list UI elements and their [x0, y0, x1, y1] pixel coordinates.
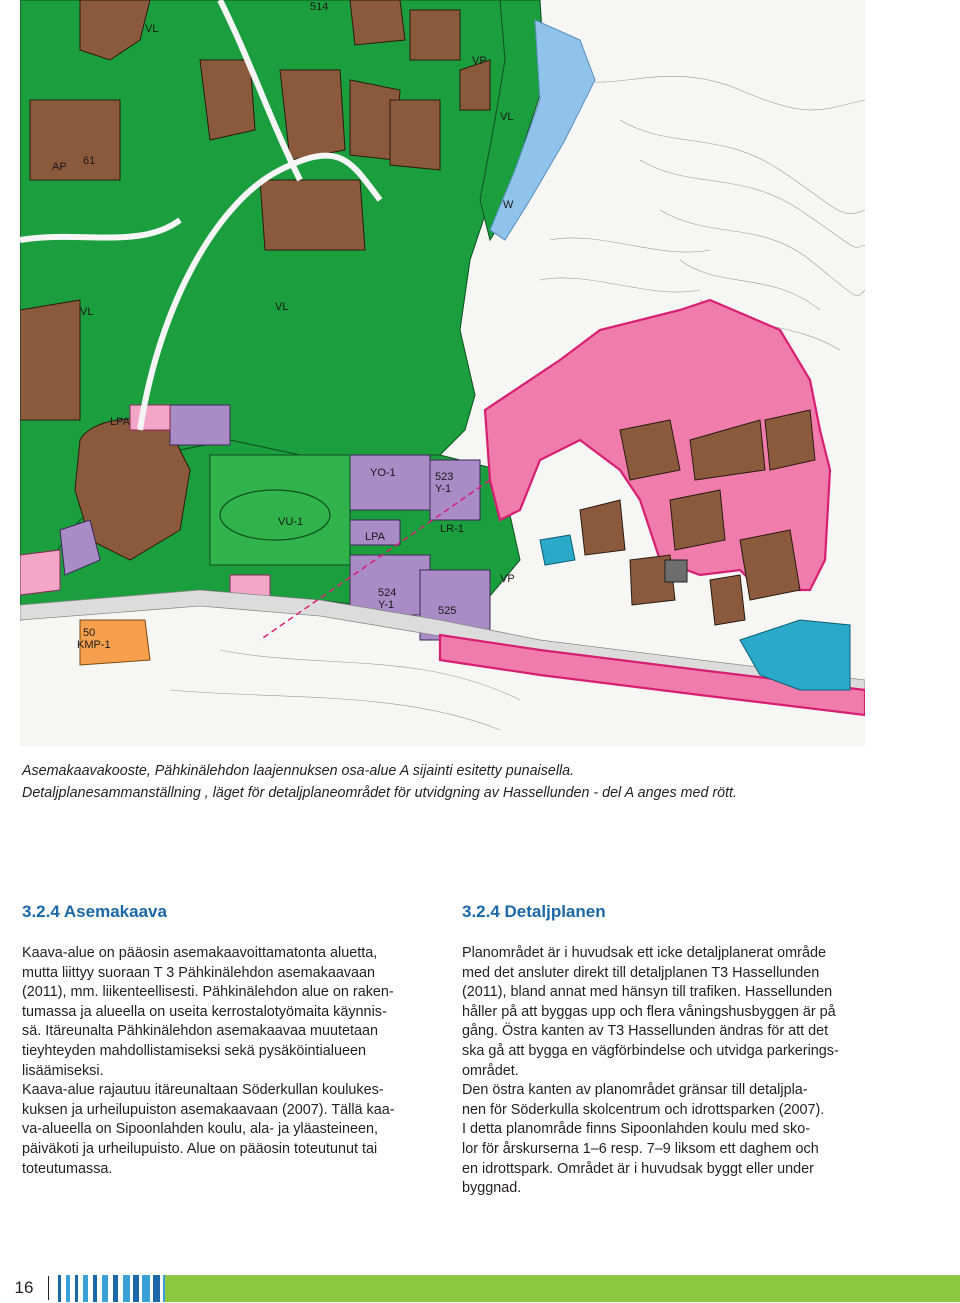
section-asemakaava — [22, 900, 442, 1179]
footer-green-bar — [165, 1275, 960, 1302]
heading-detaljplanen: 3.2.4 Detaljplanen — [462, 902, 606, 921]
text-line: I detta planområde finns Sipoonlahden koulu med sko- — [462, 1121, 810, 1138]
section-detaljplanen — [462, 900, 882, 1199]
text-line: Planområdet är i huvudsak ett icke detaljplanerat område — [462, 945, 826, 961]
label-524: 524 — [378, 587, 397, 599]
text-line: (2011), bland annat med hänsyn till trafiken. Hassellunden — [462, 984, 833, 1001]
label-514: 514 — [310, 1, 329, 13]
text-line: tumassa ja alueella on useita kerrostalotyömaita käynnis- — [22, 1003, 387, 1020]
text-line: lor för årskurserna 1–6 resp. 7–9 liksom ett daghem och — [462, 1140, 819, 1157]
roundabout — [665, 560, 687, 582]
text-line: mutta liittyy suoraan T 3 Pähkinälehdon asemakaavaan — [22, 964, 376, 981]
page-number: 16 — [14, 1278, 34, 1297]
footer-stripe — [113, 1275, 118, 1302]
footer-stripe — [102, 1275, 108, 1302]
label-61: 61 — [83, 155, 96, 167]
text-line: sä. Itäreunalta Pähkinälehdon asemakaavaa muutetaan — [22, 1023, 379, 1040]
footer-stripe — [142, 1275, 150, 1302]
label-50: 50 — [83, 627, 96, 639]
footer-stripe — [153, 1275, 160, 1302]
page-number-divider — [48, 1276, 49, 1300]
label-525: 525 — [438, 605, 457, 617]
label-vu1: VU-1 — [278, 516, 304, 528]
label-y1-a: Y-1 — [435, 483, 452, 495]
label-lr1: LR-1 — [440, 523, 464, 535]
footer-stripe — [58, 1275, 61, 1302]
text-line: kuksen ja urheilupuiston asemakaavaan (2007). Tällä kaa- — [22, 1101, 395, 1118]
text-line: nen för Söderkulla skolcentrum och idrottsparken (2007). — [462, 1101, 825, 1118]
text-line: håller på att byggas upp och flera våningshusbyggen är på — [462, 1003, 836, 1020]
map-caption — [22, 760, 902, 804]
text-line: Kaava-alue on pääosin asemakaavoittamatonta aluetta, — [22, 945, 378, 961]
caption-line-sv: Detaljplanesammanställning , läget för detaljplaneområdet för utvidgning av Hassellunden - del A anges med rött. — [22, 785, 737, 801]
text-line: Kaava-alue rajautuu itäreunaltaan Söderkullan koulukes- — [22, 1082, 384, 1099]
text-line: lisäämiseksi. — [22, 1062, 104, 1079]
label-vl-4: VL — [500, 111, 514, 123]
footer-stripe — [83, 1275, 88, 1302]
footer-stripe — [93, 1275, 97, 1302]
text-line: ska gå att bygga en vägförbindelse och utvidga parkerings- — [462, 1042, 839, 1059]
caption-line-fi: Asemakaavakooste, Pähkinälehdon laajennuksen osa-alue A sijainti esitetty punaisella. — [22, 763, 575, 779]
plan-map — [20, 0, 865, 746]
label-vl-3: VL — [275, 301, 289, 313]
label-lpa-2: LPA — [365, 531, 385, 543]
text-line: området. — [462, 1062, 519, 1079]
text-line: tieyhteyden mahdollistamiseksi sekä pysäköintialueen — [22, 1042, 366, 1059]
text-line: Den östra kanten av planområdet gränsar till detaljpla- — [462, 1082, 808, 1099]
label-vp-2: VP — [500, 573, 515, 585]
label-lpa-1: LPA — [110, 416, 130, 428]
label-vl-1: VL — [145, 23, 159, 35]
footer-stripe — [133, 1275, 139, 1302]
label-523: 523 — [435, 471, 454, 483]
footer-stripe — [66, 1275, 70, 1302]
label-y1-b: Y-1 — [378, 599, 395, 611]
heading-asemakaava: 3.2.4 Asemakaava — [22, 902, 167, 921]
page-footer — [0, 1272, 960, 1303]
footer-stripe — [123, 1275, 130, 1302]
label-w: W — [503, 199, 514, 211]
cyan-area-small — [540, 535, 575, 565]
label-kmp1: KMP-1 — [77, 639, 111, 651]
text-line: (2011), mm. liikenteellisesti. Pähkinälehdon alue on raken- — [22, 984, 394, 1001]
text-line: med det ansluter direkt till detaljplanen T3 Hassellunden — [462, 964, 820, 981]
body-asemakaava — [22, 944, 442, 1179]
label-yo1: YO-1 — [370, 467, 396, 479]
label-vp: VP — [472, 55, 487, 67]
label-ap: AP — [52, 161, 67, 173]
text-line: byggnad. — [462, 1180, 522, 1197]
text-line: va-alueella on Sipoonlahden koulu, ala- ja yläasteineen, — [22, 1121, 379, 1138]
plan-map-svg — [20, 0, 865, 746]
text-line: en idrottspark. Området är i huvudsak byggt eller under — [462, 1160, 814, 1177]
text-line: gång. Östra kanten av T3 Hassellunden ändras för att det — [462, 1023, 829, 1040]
label-vl-2: VL — [80, 306, 94, 318]
body-detaljplanen — [462, 944, 882, 1199]
text-line: toteutumassa. — [22, 1160, 113, 1177]
footer-stripe — [75, 1275, 78, 1302]
text-line: päiväkoti ja urheilupuisto. Alue on pääosin toteutunut tai — [22, 1140, 378, 1157]
